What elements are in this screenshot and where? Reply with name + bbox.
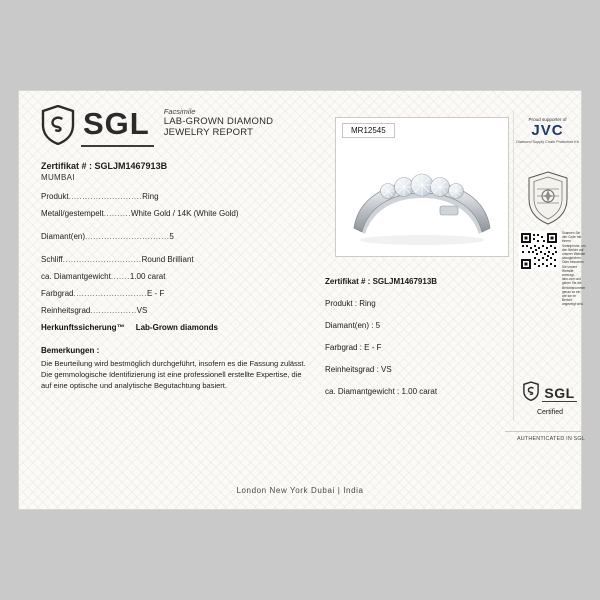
- field-row: [41, 306, 321, 315]
- sgl-certified-badge: [519, 381, 581, 423]
- field-label: Metall/gestempelt: [41, 209, 104, 218]
- origin-row: [41, 323, 321, 332]
- field-value: 1.00 carat: [129, 272, 166, 281]
- certified-label: Certified: [536, 409, 564, 416]
- jvc-caption: Diamond Supply Chain Protection Kit: [516, 140, 579, 144]
- authenticated-note: AUTHENTICATED IN SGL: [505, 431, 597, 442]
- center-summary-fields: [325, 277, 525, 409]
- ring-photo-panel: [335, 117, 509, 257]
- origin-value: Lab-Grown diamonds: [135, 323, 218, 332]
- qr-code-icon: [519, 231, 559, 271]
- field-label: ca. Diamantgewicht: [41, 272, 111, 281]
- remarks-label: Bemerkungen :: [41, 346, 100, 355]
- report-title-line2: JEWELRY REPORT: [163, 127, 254, 138]
- sgl-wordmark: SGL: [81, 105, 154, 147]
- certified-logo-row: [519, 381, 581, 406]
- crest-emblem-icon: [524, 169, 572, 227]
- field-row: [41, 192, 321, 201]
- field-value: White Gold / 14K (White Gold): [130, 209, 239, 218]
- shield-icon: [41, 105, 75, 145]
- footer-cities: London New York Dubai | India: [236, 486, 364, 495]
- field-label: Schliff: [41, 255, 63, 264]
- field-value: Round Brilliant: [141, 255, 194, 264]
- report-title-block: [164, 105, 274, 138]
- field-dots: ...........................: [73, 289, 147, 298]
- field-dots: .......: [110, 272, 130, 281]
- field-row: [41, 209, 321, 218]
- report-fields: [41, 192, 321, 315]
- summary-clarity: Reinheitsgrad : VS: [325, 365, 392, 374]
- certificate-number: SGLJM1467913B: [94, 161, 168, 171]
- shield-icon: [523, 381, 539, 406]
- certified-wordmark: SGL: [544, 385, 575, 401]
- report-title-line1: LAB-GROWN DIAMOND: [163, 116, 274, 127]
- field-dots: .............................: [62, 255, 142, 264]
- jvc-logo: JVC: [531, 122, 564, 139]
- field-dots: .................: [90, 306, 137, 315]
- issuing-city: MUMBAI: [41, 173, 75, 182]
- facsimile-label: Facsimile: [163, 107, 196, 116]
- jvc-supporter-text: Proud supporter of: [528, 117, 567, 122]
- field-dots: ...............................: [85, 232, 170, 241]
- photo-code-badge: MR12545: [342, 123, 395, 138]
- certificate-label: Zertifikat # :: [41, 161, 93, 171]
- jvc-block: [516, 117, 579, 145]
- summary-certificate: Zertifikat # : SGLJM1467913B: [325, 277, 438, 286]
- sgl-logo-block: [41, 105, 321, 147]
- field-label: Produkt: [41, 192, 69, 201]
- field-value: Ring: [142, 192, 159, 201]
- field-row: [41, 232, 321, 241]
- certificate-number-row: [41, 161, 321, 171]
- summary-color: Farbgrad : E - F: [325, 343, 382, 352]
- field-dots: ..........: [103, 209, 131, 218]
- field-dots: ...........................: [68, 192, 143, 201]
- report-left-column: [41, 105, 321, 391]
- field-value: VS: [136, 306, 148, 315]
- field-label: Farbgrad: [41, 289, 74, 298]
- diamond-ring-photo: [336, 146, 508, 250]
- summary-product: Produkt : Ring: [325, 299, 376, 308]
- field-row: [41, 255, 321, 264]
- certificate-card: [18, 90, 586, 510]
- field-label: Reinheitsgrad: [41, 306, 91, 315]
- field-label: Diamant(en): [41, 232, 86, 241]
- summary-weight: ca. Diamantgewicht : 1.00 carat: [325, 387, 438, 396]
- field-row: [41, 289, 321, 298]
- field-value: E - F: [146, 289, 165, 298]
- vertical-divider: [513, 111, 514, 421]
- summary-diamonds: Diamant(en) : 5: [325, 321, 381, 330]
- origin-label: Herkunftssicherung™: [41, 323, 125, 332]
- qr-instructions: Scannen Sie den Code mit einem Smartphone, um den Bericht auf unserer Website abzugleichen. Oder besuchen Sie unsere Website www.sgl-labs.com und geben Sie die Berichtsnummer genau so ein, wie sie im Bericht angezeigt wird.: [562, 231, 586, 307]
- field-row: [41, 272, 321, 281]
- field-value: 5: [169, 232, 174, 241]
- remarks-text: Die Beurteilung wird bestmöglich durchgeführt, insofern es die Fassung zulässt. Die gemmologische Identifizierung ist eine professionell erstellte Expertise, die auf eine optische und analytische Begutachtung basiert.: [41, 359, 306, 390]
